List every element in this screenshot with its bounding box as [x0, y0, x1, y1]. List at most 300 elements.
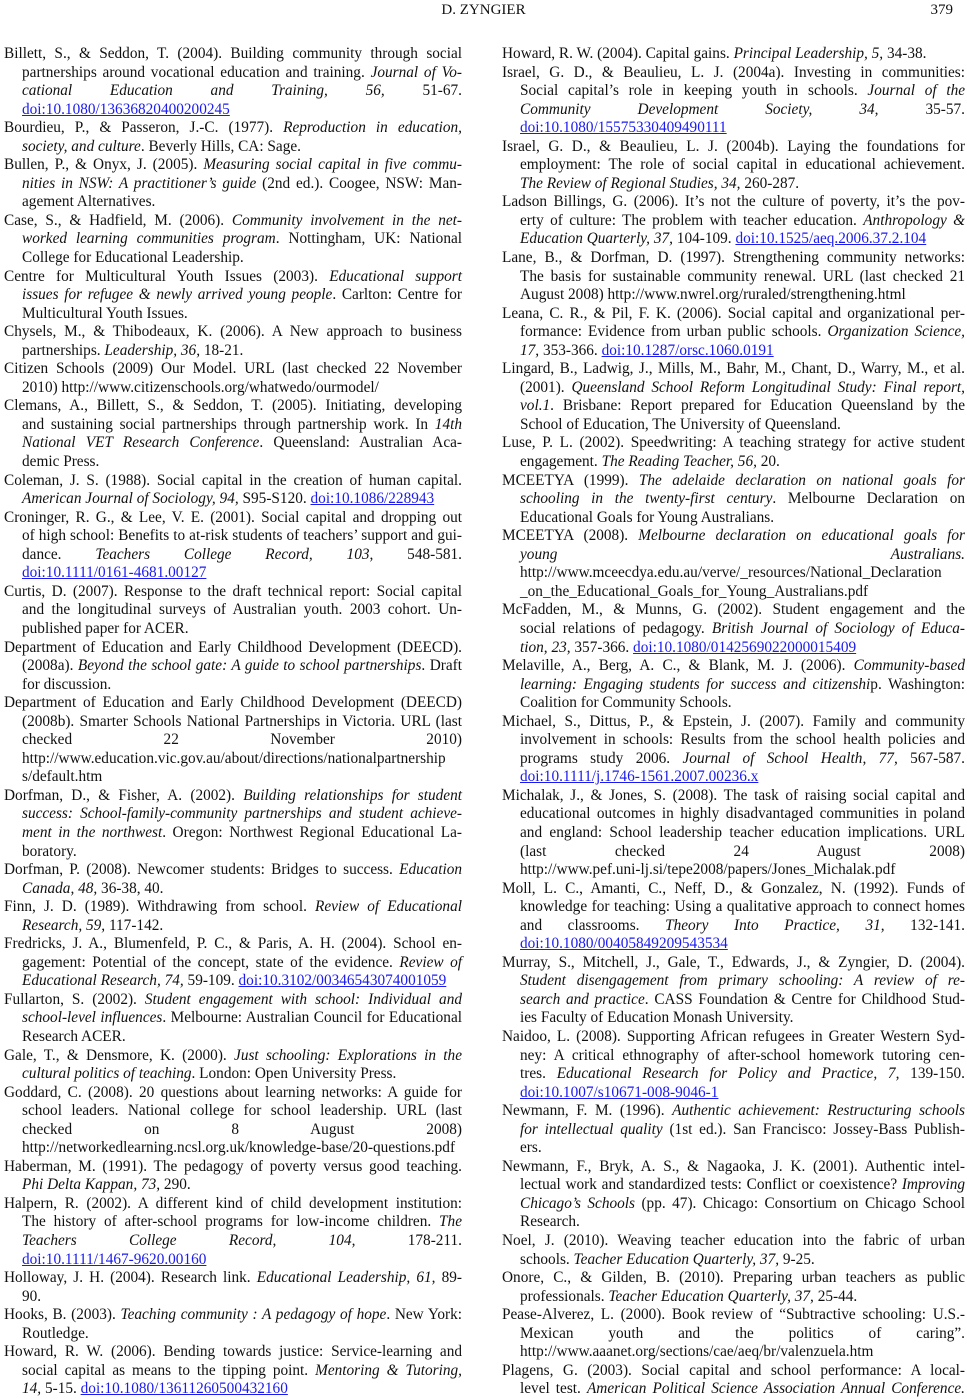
- reference-line: [502, 880, 965, 899]
- reference-text: Coalition for Community Schools.: [520, 694, 732, 712]
- reference-line: [502, 230, 965, 249]
- reference-line: [502, 416, 965, 435]
- reference-text: and the longitudinal surveys of Australian youth. 2003 cohort. Un-: [22, 601, 462, 619]
- italic-title: Journal of the: [867, 82, 966, 100]
- reference-line: [502, 101, 965, 120]
- reference-text: Lingard, B., Ladwig, J., Mills, M., Bahr, M., Chant, D., Warry, M., et al.: [502, 360, 965, 378]
- italic-title: Journal of School Health, 77,: [682, 749, 898, 767]
- doi-link[interactable]: doi:10.1080/13636820400200245: [22, 100, 230, 118]
- reference-line: [4, 342, 462, 361]
- reference-line: [502, 1269, 965, 1288]
- reference-text: Research.: [520, 1213, 580, 1231]
- italic-title: society, and culture: [22, 137, 141, 155]
- italic-title: young Australians.: [520, 545, 965, 563]
- page-number: 379: [930, 2, 953, 18]
- reference-line: [502, 1065, 965, 1084]
- italic-title: Research, 59,: [22, 916, 106, 934]
- reference-text: published paper for ACER.: [22, 619, 189, 637]
- reference-text: programs study 2006.: [520, 749, 683, 767]
- reference-text: 353-366.: [539, 341, 602, 359]
- reference-text: Israel, G. D., & Beaulieu, L. J. (2004a). Investing in communities:: [502, 63, 965, 81]
- reference-text: 139-150.: [899, 1065, 965, 1083]
- reference-text: Haberman, M. (1991). The pedagogy of poverty versus good teaching.: [4, 1157, 462, 1175]
- italic-title: American Political Science Association Annual Conference.: [586, 1380, 965, 1398]
- reference-entry: [502, 472, 965, 528]
- reference-text: http://networkedlearning.ncsl.org.uk/knowledge-base/20-questions.pdf: [22, 1139, 456, 1157]
- reference-line: [502, 45, 965, 64]
- reference-text: Finn, J. D. (1989). Withdrawing from school.: [4, 898, 315, 916]
- reference-line: [502, 175, 965, 194]
- italic-title: Teacher Education Quarterly, 37,: [608, 1287, 814, 1305]
- reference-text: Mexican youth and the politics of caring”.: [520, 1324, 965, 1342]
- reference-line: [4, 805, 462, 824]
- reference-line: [4, 101, 462, 120]
- reference-text: Melaville, A., Berg, A. C., & Blank, M. J. (2006).: [502, 657, 854, 675]
- reference-entry: [502, 305, 965, 361]
- reference-line: [502, 1121, 965, 1140]
- reference-line: [502, 323, 965, 342]
- reference-text: . Oregon: Northwest Regional Educational La-: [162, 823, 462, 841]
- reference-line: [502, 1139, 965, 1158]
- reference-text: tres.: [520, 1065, 557, 1083]
- italic-title: Education: [399, 861, 462, 879]
- doi-link[interactable]: doi:10.3102/00346543074001059: [238, 972, 447, 990]
- doi-link[interactable]: doi:10.1080/15575330409490111: [520, 119, 727, 137]
- italic-title: Queensland School Reform Longitudinal Study: Final report,: [571, 378, 965, 396]
- italic-title: tion, 23,: [520, 638, 571, 656]
- reference-line: [502, 750, 965, 769]
- reference-line: [4, 639, 462, 658]
- reference-line: [502, 676, 965, 695]
- reference-entry: [4, 119, 462, 156]
- reference-text: Michalak, J., & Jones, S. (2008). The task of raising social capital and: [502, 786, 965, 804]
- reference-line: [4, 1195, 462, 1214]
- reference-line: [502, 1306, 965, 1325]
- reference-line: [502, 898, 965, 917]
- italic-title: Principal Leadership, 5,: [733, 45, 884, 62]
- reference-line: [502, 82, 965, 101]
- reference-line: [4, 1232, 462, 1251]
- reference-text: Multicultural Youth Issues.: [22, 304, 188, 322]
- reference-line: [502, 546, 965, 565]
- reference-line: [502, 805, 965, 824]
- reference-line: [4, 249, 462, 268]
- reference-text: Lane, B., & Dorfman, D. (1997). Strengthening community networks:: [502, 249, 965, 267]
- reference-text: ies Faculty of Education Monash University.: [520, 1009, 794, 1027]
- reference-line: [502, 1084, 965, 1103]
- reference-line: [4, 434, 462, 453]
- doi-link[interactable]: doi:10.1007/s10671-008-9046-1: [520, 1083, 719, 1101]
- reference-line: [502, 843, 965, 862]
- reference-text: Noel, J. (2010). Weaving teacher education into the fabric of urban: [502, 1232, 965, 1249]
- reference-line: [4, 657, 462, 676]
- reference-entry: [4, 861, 462, 898]
- reference-line: [4, 750, 462, 769]
- reference-line: [4, 880, 462, 899]
- reference-entry: [4, 787, 462, 861]
- italic-title: ment in the northwest: [22, 823, 163, 841]
- reference-line: [4, 1065, 462, 1084]
- italic-title: Improving: [901, 1176, 965, 1194]
- reference-line: [502, 1232, 965, 1251]
- reference-line: [4, 1084, 462, 1103]
- reference-text: 567-587.: [897, 749, 965, 767]
- italic-title: Building relationships for student: [243, 786, 462, 804]
- doi-link[interactable]: doi:10.1080/00405849209543534: [520, 935, 728, 953]
- italic-title: Beyond the school gate: A guide to school partnerships: [77, 657, 422, 675]
- reference-text: (1st ed.). San Francisco: Jossey-Bass Publish-: [662, 1120, 965, 1138]
- reference-text: . Melbourne Declaration on: [772, 490, 965, 508]
- reference-line: [4, 861, 462, 880]
- reference-entry: [4, 694, 462, 787]
- reference-entry: [4, 268, 462, 324]
- reference-line: [502, 824, 965, 843]
- reference-text: _on_the_Educational_Goals_for_Young_Australians.pdf: [520, 582, 869, 600]
- reference-text: schools.: [520, 1250, 574, 1268]
- reference-text: MCEETYA (2008).: [502, 527, 639, 545]
- reference-line: [502, 1009, 965, 1028]
- reference-line: [4, 824, 462, 843]
- reference-text: The basis for sustainable community renewal. URL (last checked 21: [520, 267, 965, 285]
- doi-link[interactable]: doi:10.1111/1467-9620.00160: [22, 1250, 207, 1268]
- reference-text: http://www.aaanet.org/sections/cae/aeq/br/valenzuela.htm: [520, 1343, 874, 1361]
- reference-line: [502, 935, 965, 954]
- reference-line: [4, 768, 462, 787]
- reference-text: and england: School leadership teacher education implications. URL: [520, 823, 965, 841]
- reference-line: [4, 416, 462, 435]
- reference-entry: [502, 1232, 965, 1269]
- reference-line: [4, 787, 462, 806]
- reference-line: [4, 546, 462, 565]
- reference-line: [502, 954, 965, 973]
- reference-text: 25-44.: [813, 1287, 858, 1305]
- reference-entry: [4, 472, 462, 509]
- reference-line: [502, 119, 965, 138]
- reference-line: [4, 472, 462, 491]
- reference-line: [4, 601, 462, 620]
- reference-line: [4, 1362, 462, 1381]
- reference-line: [502, 657, 965, 676]
- reference-entry: [502, 138, 965, 194]
- reference-text: social capital as means to the tipping point.: [22, 1361, 316, 1379]
- italic-title: Community-based: [853, 657, 965, 675]
- reference-text: http://www.education.vic.gov.au/about/directions/nationalpartnership: [22, 749, 446, 767]
- reference-line: [4, 1343, 462, 1362]
- reference-entry: [502, 1362, 965, 1399]
- reference-line: [502, 1176, 965, 1195]
- reference-text: 18-21.: [200, 341, 244, 359]
- italic-title: Melbourne declaration on educational goals for: [638, 527, 965, 545]
- italic-title: 17,: [520, 341, 540, 359]
- reference-text: Hooks, B. (2003).: [4, 1306, 121, 1324]
- reference-line: [4, 1380, 462, 1399]
- reference-text: gagement: Potential of the concept, state of the evidence.: [22, 953, 400, 971]
- italic-title: school-level influences: [22, 1009, 163, 1027]
- reference-entry: [502, 434, 965, 471]
- reference-line: [502, 1380, 965, 1399]
- reference-text: 5-15.: [41, 1380, 81, 1398]
- reference-text: Israel, G. D., & Beaulieu, L. J. (2004b). Laying the foundations for: [502, 137, 965, 155]
- italic-title: Phi Delta Kappan, 73,: [22, 1176, 161, 1194]
- reference-entry: [4, 45, 462, 119]
- reference-text: . Melbourne: Australian Council for Educational: [162, 1009, 462, 1027]
- reference-line: [502, 1343, 965, 1362]
- reference-text: educational outcomes in highly disadvantaged communities in poland: [520, 805, 965, 823]
- reference-text: MCEETYA (1999).: [502, 471, 639, 489]
- reference-text: lectual work and standardized tests: Conflict or coexistence?: [520, 1176, 902, 1194]
- reference-line: [4, 843, 462, 862]
- reference-text: School of Education, The University of Queensland.: [520, 415, 841, 433]
- italic-title: Student engagement with school: Individual and: [144, 990, 462, 1008]
- italic-title: The adelaide declaration on national goals for: [638, 471, 965, 489]
- doi-link[interactable]: doi:10.1525/aeq.2006.37.2.104: [735, 230, 927, 248]
- reference-entry: [4, 1047, 462, 1084]
- reference-line: [502, 64, 965, 83]
- reference-text: . London: Open University Press.: [191, 1065, 397, 1083]
- reference-line: [4, 972, 462, 991]
- italic-title: Theory Into Practice, 31,: [665, 916, 885, 934]
- reference-text: 9-25.: [779, 1250, 815, 1268]
- reference-entry: [4, 1158, 462, 1195]
- italic-title: Journal of Vo-: [370, 63, 462, 81]
- reference-text: Moll, L. C., Amanti, C., Neff, D., & Gonzalez, N. (1992). Funds of: [502, 879, 965, 897]
- reference-text: 34-38.: [883, 45, 927, 62]
- reference-line: [502, 1047, 965, 1066]
- references-column-left: [4, 45, 462, 1399]
- reference-text: partnerships around vocational education and training.: [22, 63, 371, 81]
- reference-line: [4, 917, 462, 936]
- reference-entry: [4, 1195, 462, 1269]
- reference-line: [502, 490, 965, 509]
- reference-text: (pp. 47). Chicago: Consortium on Chicago School: [634, 1194, 965, 1212]
- italic-title: Reproduction in education,: [283, 119, 462, 137]
- reference-text: and classrooms.: [520, 916, 666, 934]
- reference-line: [4, 935, 462, 954]
- reference-line: [4, 138, 462, 157]
- reference-text: Centre for Multicultural Youth Issues (2003).: [4, 267, 330, 285]
- italic-title: The Reading Teacher, 56,: [601, 453, 757, 471]
- reference-text: p. Washington:: [870, 675, 965, 693]
- reference-entry: [502, 880, 965, 954]
- italic-title: The: [439, 1213, 462, 1231]
- italic-title: Chicago’s Schools: [520, 1194, 635, 1212]
- reference-text: 178-211.: [355, 1232, 462, 1249]
- reference-text: social relations of pedagogy.: [520, 619, 712, 637]
- doi-link[interactable]: doi:10.1287/orsc.1060.0191: [601, 341, 774, 359]
- reference-entry: [4, 156, 462, 212]
- reference-line: [502, 1102, 965, 1121]
- italic-title: Leadership, 36,: [104, 341, 201, 359]
- reference-entry: [4, 991, 462, 1047]
- italic-title: 14th: [434, 415, 462, 433]
- reference-line: [502, 1195, 965, 1214]
- italic-title: for intellectual quality: [520, 1120, 663, 1138]
- reference-entry: [502, 954, 965, 1028]
- reference-text: 36-38, 40.: [97, 879, 164, 897]
- reference-entry: [4, 639, 462, 695]
- reference-line: [502, 768, 965, 787]
- reference-text: Department of Education and Early Childhood Development (DEECD).: [4, 638, 462, 656]
- italic-title: cultural politics of teaching: [22, 1065, 192, 1083]
- reference-entry: [502, 713, 965, 787]
- reference-line: [4, 1269, 462, 1288]
- italic-title: Educational Leadership, 61,: [256, 1269, 436, 1287]
- reference-line: [4, 954, 462, 973]
- italic-title: cational Education and Training, 56,: [22, 82, 385, 100]
- reference-text: (2nd ed.). Coogee, NSW: Man-: [256, 174, 462, 192]
- reference-entry: [502, 1102, 965, 1158]
- reference-text: Newmann, F. M. (1996).: [502, 1102, 673, 1120]
- reference-text: Department of Education and Early Childhood Development (DEECD): [4, 694, 462, 712]
- reference-text: . Carlton: Centre for: [332, 286, 462, 304]
- reference-line: [4, 323, 462, 342]
- reference-entry: [502, 1269, 965, 1306]
- italic-title: Review of Educational: [314, 898, 462, 916]
- reference-text: knowledge for teaching: Using a qualitative approach to connect homes: [520, 898, 965, 916]
- reference-text: partnerships.: [22, 341, 105, 359]
- reference-line: [4, 64, 462, 83]
- reference-text: Halpern, R. (2002). A different kind of child development institution:: [4, 1194, 462, 1212]
- reference-entry: [4, 1306, 462, 1343]
- reference-entry: [4, 323, 462, 360]
- reference-text: (2008a).: [22, 657, 78, 675]
- reference-line: [4, 175, 462, 194]
- reference-text: s/default.htm: [22, 768, 103, 786]
- italic-title: worked learning communities program: [22, 230, 276, 248]
- reference-text: (last checked 24 August 2008): [520, 842, 965, 860]
- reference-text: ney: A critical ethnography of after-school homework tutoring cen-: [520, 1046, 965, 1064]
- reference-text: Dorfman, D., & Fisher, A. (2002).: [4, 786, 244, 804]
- reference-text: Bullen, P., & Onyx, J. (2005).: [4, 156, 204, 174]
- reference-text: . Draft: [421, 657, 462, 675]
- italic-title: success: School-family-community partnerships and student achieve-: [22, 805, 462, 823]
- reference-line: [4, 286, 462, 305]
- reference-text: Fullarton, S. (2002).: [4, 990, 145, 1008]
- reference-text: The history of after-school programs for low-income children.: [22, 1213, 440, 1231]
- reference-line: [4, 1028, 462, 1047]
- reference-entry: [4, 898, 462, 935]
- reference-entry: [502, 1306, 965, 1362]
- reference-text: Luse, P. L. (2002). Speedwriting: A teaching strategy for active student: [502, 434, 965, 452]
- reference-line: [4, 694, 462, 713]
- reference-text: Routledge.: [22, 1324, 89, 1342]
- reference-line: [502, 1251, 965, 1270]
- reference-text: demic Press.: [22, 453, 100, 471]
- reference-entry: [502, 193, 965, 249]
- reference-line: [502, 639, 965, 658]
- reference-text: Citizen Schools (2009) Our Model. URL (last checked 22 November: [4, 360, 462, 378]
- reference-line: [4, 1047, 462, 1066]
- reference-text: level test.: [520, 1380, 587, 1398]
- reference-text: Chysels, M., & Thibodeaux, K. (2006). A New approach to business: [4, 323, 462, 341]
- italic-title: Measuring social capital in five commu-: [203, 156, 462, 174]
- reference-line: [4, 379, 462, 398]
- doi-link[interactable]: doi:10.1111/0161-4681.00127: [22, 564, 207, 582]
- reference-entry: [502, 45, 965, 64]
- doi-link[interactable]: doi:10.1080/13611260500432160: [80, 1380, 288, 1398]
- italic-title: search and practice: [520, 990, 645, 1008]
- reference-line: [4, 527, 462, 546]
- reference-line: [502, 972, 965, 991]
- reference-line: [4, 1176, 462, 1195]
- doi-link[interactable]: doi:10.1080/0142569022000015409: [633, 638, 857, 656]
- italic-title: issues for refugee & newly arrived young people: [22, 286, 333, 304]
- reference-entry: [502, 1158, 965, 1232]
- reference-text: College for Educational Leadership.: [22, 249, 244, 267]
- reference-line: [4, 230, 462, 249]
- reference-text: Social capital’s role in keeping youth in schools.: [520, 82, 868, 100]
- reference-text: ers.: [520, 1139, 542, 1157]
- reference-line: [4, 397, 462, 416]
- reference-text: . Brisbane: Report prepared for Education Queensland by the: [550, 397, 965, 415]
- reference-text: 35-57.: [878, 100, 965, 118]
- reference-line: [502, 694, 965, 713]
- reference-line: [502, 731, 965, 750]
- italic-title: National VET Research Conference: [22, 434, 260, 452]
- reference-line: [4, 1102, 462, 1121]
- reference-line: [502, 397, 965, 416]
- reference-line: [4, 305, 462, 324]
- italic-title: learning: Engaging students for success and citizenshi: [520, 675, 871, 693]
- reference-text: Howard, R. W. (2004). Capital gains.: [502, 45, 734, 62]
- reference-line: [502, 379, 965, 398]
- reference-text: formance: Evidence from urban public schools.: [520, 323, 828, 341]
- reference-line: [502, 453, 965, 472]
- reference-line: [502, 305, 965, 324]
- reference-text: Bourdieu, P., & Passeron, J.-C. (1977).: [4, 119, 284, 137]
- reference-entry: [502, 360, 965, 434]
- reference-line: [502, 527, 965, 546]
- reference-line: [502, 434, 965, 453]
- reference-text: 2010) http://www.citizenschools.org/whatwedo/ourmodel/: [22, 378, 379, 396]
- reference-line: [4, 991, 462, 1010]
- reference-text: . Beverly Hills, CA: Sage.: [140, 137, 301, 155]
- reference-line: [502, 286, 965, 305]
- reference-line: [4, 1288, 462, 1307]
- italic-title: Educational support: [329, 267, 462, 285]
- italic-title: Teachers College Record, 104,: [22, 1232, 356, 1249]
- reference-entry: [502, 787, 965, 880]
- reference-line: [4, 564, 462, 583]
- italic-title: Mentoring & Tutoring,: [315, 1361, 462, 1379]
- reference-line: [502, 1158, 965, 1177]
- reference-text: engagement.: [520, 453, 602, 471]
- doi-link[interactable]: doi:10.1111/j.1746-1561.2007.00236.x: [520, 768, 759, 786]
- references-column-right: [502, 45, 965, 1399]
- reference-text: (2008b). Smarter Schools National Partnerships in Victoria. URL (last: [22, 712, 462, 730]
- italic-title: Educational Research for Policy and Practice, 7,: [556, 1065, 900, 1083]
- reference-text: Murray, S., Mitchell, J., Gale, T., Edwards, J., & Zyngier, D. (2004).: [502, 953, 965, 971]
- reference-text: August 2008) http://www.nwrel.org/ruraled/strengthening.html: [520, 286, 906, 304]
- reference-entry: [502, 657, 965, 713]
- reference-line: [502, 193, 965, 212]
- reference-text: Case, S., & Hadfield, M. (2006).: [4, 211, 232, 229]
- italic-title: Education Quarterly, 37,: [520, 230, 673, 248]
- reference-text: 104-109.: [672, 230, 736, 248]
- reference-text: . CASS Foundation & Centre for Childhood Stud-: [644, 990, 965, 1008]
- italic-title: Anthropology &: [863, 211, 966, 229]
- reference-line: [502, 564, 965, 583]
- doi-link[interactable]: doi:10.1086/228943: [310, 490, 435, 508]
- reference-text: 290.: [160, 1176, 191, 1194]
- reference-entry: [4, 1269, 462, 1306]
- reference-entry: [502, 601, 965, 657]
- reference-entry: [502, 249, 965, 305]
- reference-text: involvement in schools: Results from the school health policies and: [520, 731, 965, 749]
- italic-title: The Review of Regional Studies, 34,: [520, 174, 741, 192]
- reference-line: [502, 1028, 965, 1047]
- reference-text: Coleman, J. S. (1988). Social capital in the creation of human capital.: [4, 471, 462, 489]
